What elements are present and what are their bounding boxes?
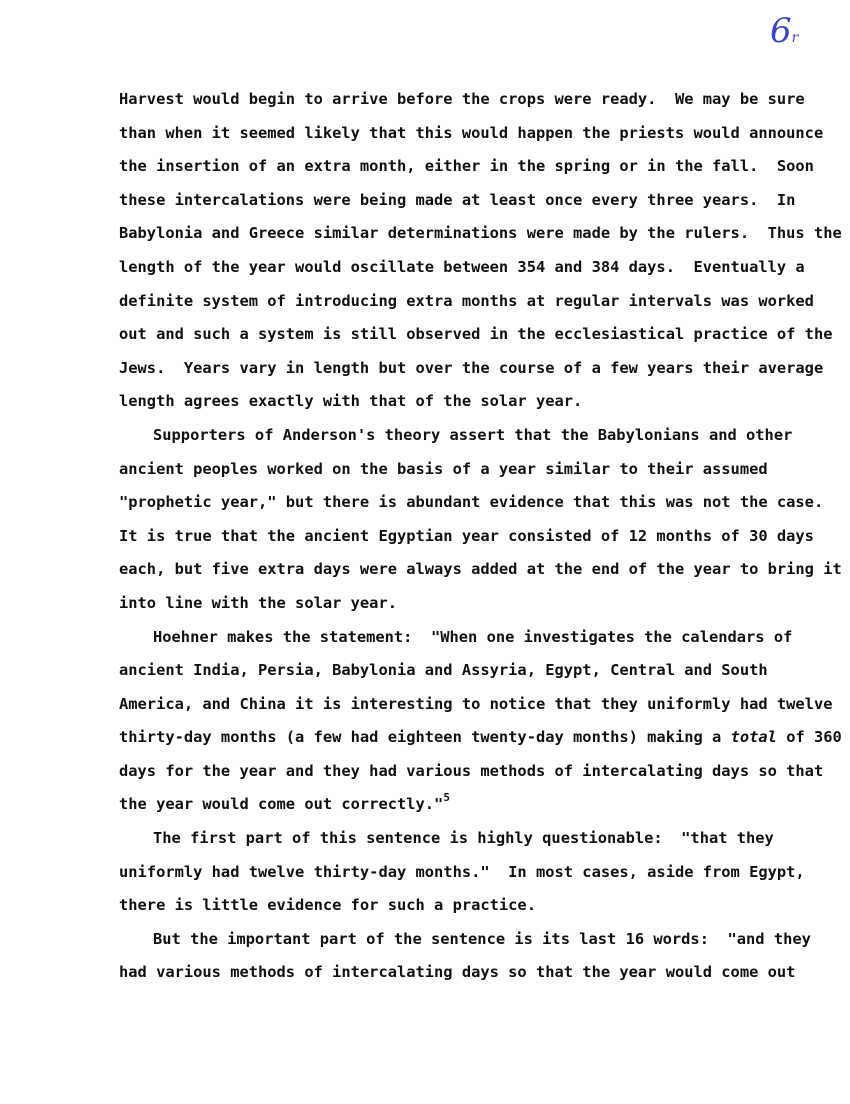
emphasized-word: total — [730, 728, 777, 747]
text-line: length agrees exactly with that of the solar year. — [119, 392, 583, 411]
text-line: out and such a system is still observed in the ecclesiastical practice of the — [119, 325, 833, 344]
paragraph-2 — [119, 419, 842, 621]
text-line: ancient peoples worked on the basis of a year similar to their assumed — [119, 459, 768, 478]
text-line: had various methods of intercalating days so that the year would come out — [119, 963, 796, 982]
text-line: these intercalations were being made at least once every three years. In — [119, 190, 796, 209]
text-line: uniformly had twelve thirty-day months." In most cases, aside from Egypt, — [119, 862, 805, 881]
text-line: Supporters of Anderson's theory assert that the Babylonians and other — [153, 425, 793, 444]
text-line: America, and China it is interesting to notice that they uniformly had twelve — [119, 694, 833, 713]
text-line: days for the year and they had various methods of intercalating days so that — [119, 761, 824, 780]
text-line-segment: of 360 — [776, 728, 842, 747]
text-line: there is little evidence for such a practice. — [119, 896, 536, 915]
text-line: Babylonia and Greece similar determinations were made by the rulers. Thus the — [119, 224, 842, 243]
page-number-digit: 6 — [770, 11, 792, 51]
document-body — [119, 83, 842, 990]
text-line-segment: the year would come out correctly." — [119, 795, 444, 814]
paragraph-1 — [119, 83, 842, 419]
text-line: than when it seemed likely that this would happen the priests would announce — [119, 123, 824, 142]
text-line: But the important part of the sentence is its last 16 words: "and they — [153, 929, 811, 948]
text-line: Harvest would begin to arrive before the crops were ready. We may be sure — [119, 90, 805, 108]
paragraph-4 — [119, 822, 819, 923]
text-line: Hoehner makes the statement: "When one investigates the calendars of — [153, 627, 793, 646]
text-line: length of the year would oscillate between 354 and 384 days. Eventually a — [119, 257, 805, 276]
handwritten-page-number — [770, 11, 799, 51]
text-line: each, but five extra days were always added at the end of the year to bring it — [119, 560, 842, 579]
page-number-suffix: r — [791, 30, 799, 46]
text-line: The first part of this sentence is highly questionable: "that they — [153, 829, 774, 848]
text-line — [119, 788, 819, 822]
paragraph-5 — [119, 923, 819, 990]
paragraph-3 — [119, 621, 842, 823]
text-line: "prophetic year," but there is abundant evidence that this was not the case. — [119, 493, 824, 512]
text-line: It is true that the ancient Egyptian year consisted of 12 months of 30 days — [119, 526, 814, 545]
text-line — [119, 721, 842, 755]
text-line: definite system of introducing extra months at regular intervals was worked — [119, 291, 814, 310]
footnote-marker: 5 — [443, 791, 450, 805]
text-line: the insertion of an extra month, either in the spring or in the fall. Soon — [119, 157, 814, 176]
text-line: into line with the solar year. — [119, 593, 397, 612]
text-line-segment: thirty-day months (a few had eighteen twenty-day months) making a — [119, 728, 722, 747]
text-line: ancient India, Persia, Babylonia and Assyria, Egypt, Central and South — [119, 661, 768, 680]
text-line: Jews. Years vary in length but over the course of a few years their average — [119, 358, 824, 377]
